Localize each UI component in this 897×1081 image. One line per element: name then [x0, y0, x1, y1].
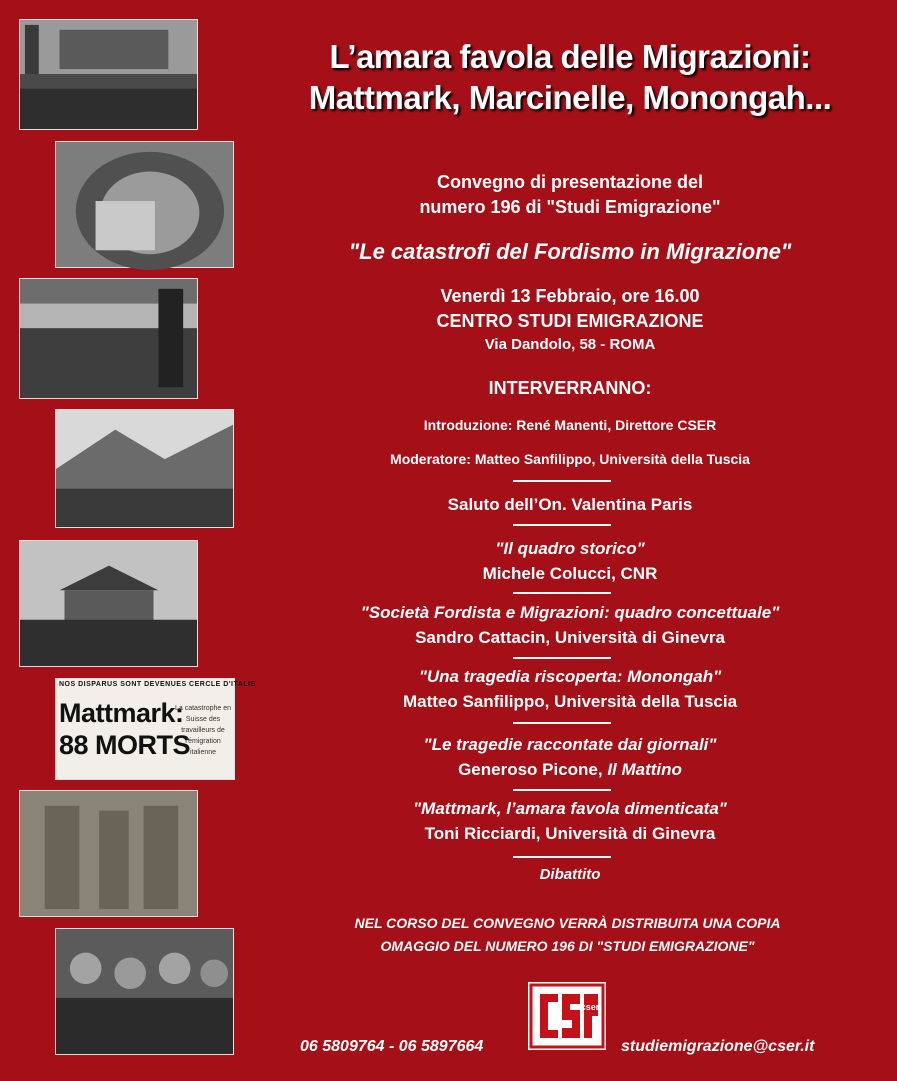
logo-letters: cser	[580, 1002, 600, 1012]
distribution-note	[300, 912, 835, 958]
conference-theme: "Le catastrofi del Fordismo in Migrazione"	[348, 239, 792, 264]
event-venue: CENTRO STUDI EMIGRAZIONE	[436, 311, 704, 331]
newspaper-top-line: NOS DISPARUS SONT DEVENUES CERCLE D'ITALIE	[59, 681, 256, 688]
note-line-2: OMAGGIO DEL NUMERO 196 DI "STUDI EMIGRAZIONE"	[380, 938, 755, 954]
newspaper-side-text: La catastrophe en Suisse des travailleurs de l'émigration italienne	[174, 705, 232, 756]
talk-speaker	[255, 759, 885, 780]
divider	[513, 856, 611, 858]
talk-title: "Una tragedia riscoperta: Monongah"	[418, 667, 722, 686]
photo-mine-tunnel	[55, 141, 234, 268]
photo-crowd-mine	[19, 19, 198, 130]
newspaper-clipping	[55, 678, 256, 780]
talk-speaker: Matteo Sanfilippo, Università della Tuscia	[402, 692, 738, 711]
divider	[513, 480, 611, 482]
title-line-1: L’amara favola delle Migrazioni:	[329, 38, 811, 75]
event-address: Via Dandolo, 58 - ROMA	[484, 336, 656, 353]
divider	[513, 524, 611, 526]
greeting: Saluto dell’On. Valentina Paris	[447, 495, 693, 514]
talk-speaker: Toni Ricciardi, Università di Ginevra	[424, 824, 716, 843]
intro-line-1: Convegno di presentazione del	[436, 172, 704, 192]
talk-5	[255, 798, 885, 844]
divider	[513, 592, 611, 594]
intro-line-2: numero 196 di "Studi Emigrazione"	[419, 197, 721, 217]
talk-3	[255, 666, 885, 712]
newspaper-headline-1: Mattmark:	[59, 698, 184, 728]
talk-speaker-name: Generoso Picone,	[458, 760, 608, 779]
event-details	[255, 284, 885, 356]
email-address[interactable]: studiemigrazione@cser.it	[621, 1038, 815, 1055]
event-date: Venerdì 13 Febbraio, ore 16.00	[440, 286, 700, 306]
phone-numbers: 06 5809764 - 06 5897664	[300, 1038, 484, 1055]
newspaper-headline	[59, 697, 190, 761]
talk-title: "Società Fordista e Migrazioni: quadro concettuale"	[360, 603, 780, 622]
intro-speaker: Introduzione: René Manenti, Direttore CSER	[423, 417, 717, 433]
talk-1	[255, 538, 885, 584]
moderator: Moderatore: Matteo Sanfilippo, Università della Tuscia	[390, 451, 750, 467]
cser-logo	[528, 982, 606, 1050]
talk-2	[255, 602, 885, 648]
talk-title: "Le tragedie raccontate dai giornali"	[423, 735, 717, 754]
intro-block	[255, 170, 885, 220]
photo-young-miners	[55, 928, 234, 1055]
photo-barracks-workers	[19, 540, 198, 667]
talk-speaker-affiliation: Il Mattino	[607, 760, 682, 779]
divider	[513, 789, 611, 791]
divider	[513, 657, 611, 659]
talk-title: "Il quadro storico"	[495, 539, 645, 558]
photo-relief-monument	[19, 790, 198, 917]
talk-speaker: Sandro Cattacin, Università di Ginevra	[415, 628, 725, 647]
photo-station-migrants	[19, 278, 198, 399]
note-line-1: NEL CORSO DEL CONVEGNO VERRÀ DISTRIBUITA UNA COPIA	[354, 915, 781, 931]
talk-title: "Mattmark, l’amara favola dimenticata"	[413, 799, 727, 818]
talk-4	[255, 734, 885, 780]
speakers-heading: INTERVERRANNO:	[488, 378, 652, 398]
divider	[513, 722, 611, 724]
page-title	[255, 36, 885, 118]
title-line-2: Mattmark, Marcinelle, Monongah...	[308, 79, 832, 116]
debate: Dibattito	[539, 866, 601, 883]
talk-speaker: Michele Colucci, CNR	[482, 564, 658, 583]
newspaper-headline-2: 88 MORTS	[59, 730, 191, 760]
photo-mountain-slide	[55, 409, 234, 528]
